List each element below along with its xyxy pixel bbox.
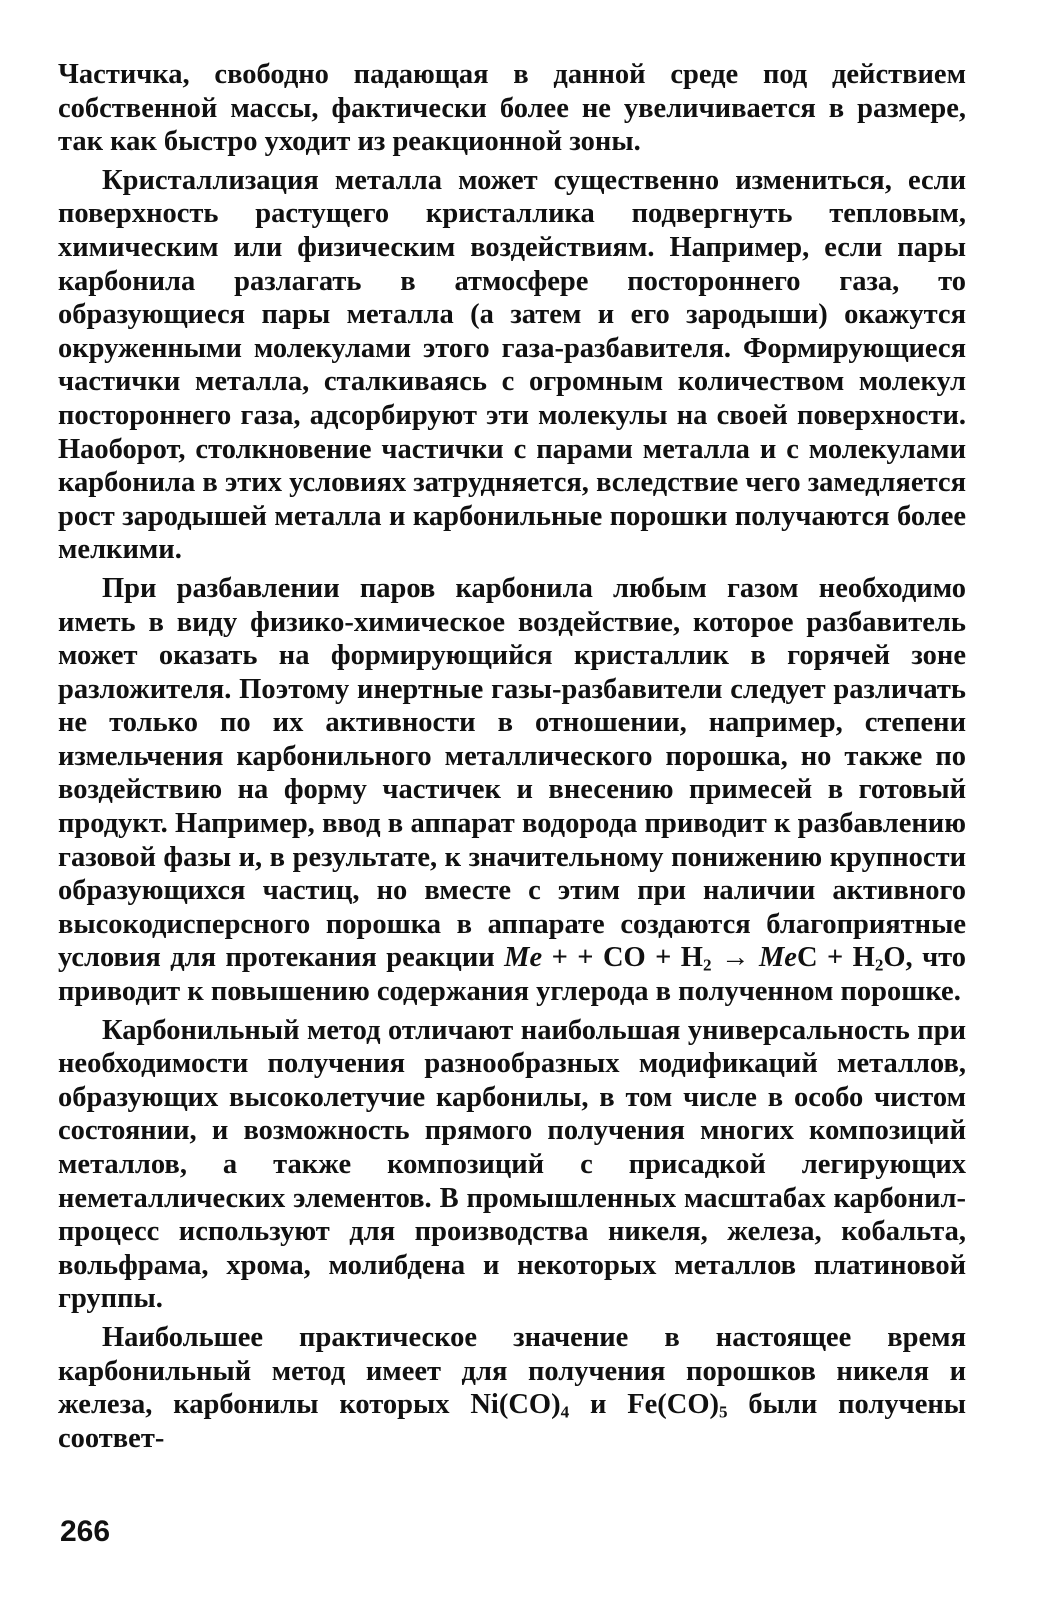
ni-formula-sub: 4 <box>560 1402 570 1422</box>
formula-sub-h2o: 2 <box>874 955 884 975</box>
paragraph-1 <box>58 58 966 159</box>
formula-c-plus-h: C + H <box>796 942 875 974</box>
iron-carbonyl-formula <box>627 1389 727 1420</box>
paragraph-3-text-after: , что приводит к повышению содержания углерода в полученном порошке. <box>58 942 967 1008</box>
nickel-carbonyl-formula <box>470 1389 569 1420</box>
formula-sub-h2: 2 <box>702 955 712 975</box>
reaction-formula <box>504 942 905 973</box>
paragraph-3-text-before: При разбавлении паров карбонила любым газом необходимо иметь в виду физико-химическое воздействие, которое разбавитель может оказать на формирующийся кристаллик в горячей зоне разложителя. Поэтому инертные газы-разбавители следует различать не только по их активности в отношении, например, степени измельчения карбонильного металлического порошка, но также по воздействию на форму частичек и внесению примесей в готовый продукт. Например, ввод в аппарат водорода приводит к разбавлению газовой фазы и, в результате, к значительному понижению крупности образующихся частиц, но вместе с этим при наличии активного высокодисперсного порошка в аппарате создаются благоприятные условия для протекания реакции <box>58 572 966 974</box>
fe-formula-sub: 5 <box>718 1402 728 1422</box>
paragraph-4-text: Карбонильный метод отличают наибольшая универсальность при необходимости получения разнообразных модификаций металлов, образующих высоколетучие карбонилы, в том числе в особо чистом состоянии, и возможность прямого получения многих композиций металлов, а также композиций с присадкой легирующих неметаллических элементов. В промышленных масштабах карбонил-процесс используют для производства никеля, железа, кобальта, вольфрама, хрома, молибдена и некоторых металлов платиновой группы. <box>58 1014 966 1315</box>
document-page <box>58 58 966 1455</box>
paragraph-5 <box>58 1321 966 1455</box>
fe-formula-base: Fe(CO) <box>627 1389 719 1421</box>
paragraph-5-text-middle: и <box>589 1389 607 1421</box>
paragraph-3 <box>58 572 966 1009</box>
ni-formula-base: Ni(CO) <box>470 1389 561 1421</box>
formula-mec-me: Me <box>758 942 797 974</box>
paragraph-1-text: Частичка, свободно падающая в данной среде под действием собственной массы, фактически более не увеличивается в размере, так как быстро уходит из реакционной зоны. <box>58 59 966 158</box>
paragraph-4 <box>58 1014 966 1316</box>
paragraph-5-text-before: Наибольшее практическое значение в настоящее время карбонильный метод имеет для получения порошков никеля и железа, карбонилы которых <box>58 1321 966 1421</box>
page-number: 266 <box>60 1515 111 1548</box>
paragraph-5-text-after: были получены соответ- <box>58 1389 967 1454</box>
formula-plus-co-h: + + CO + H <box>551 942 703 974</box>
paragraph-2 <box>58 164 966 567</box>
formula-o: O <box>883 942 906 974</box>
formula-me: Me <box>504 942 543 974</box>
formula-arrow: → <box>720 942 750 974</box>
paragraph-2-text: Кристаллизация металла может существенно измениться, если поверхность растущего кристаллика подвергнуть тепловым, химическим или физическим воздействиям. Например, если пары карбонила разлагать в атмосфере постороннего газа, то образующиеся пары металла (а затем и его зародыши) окажутся окруженными молекулами этого газа-разбавителя. Формирующиеся частички металла, сталкиваясь с огромным количеством молекул постороннего газа, адсорбируют эти молекулы на своей поверхности. Наоборот, столкновение частички с парами металла и с молекулами карбонила в этих условиях затрудняется, вследствие чего замедляется рост зародышей металла и карбонильные порошки получаются более мелкими. <box>58 164 966 566</box>
